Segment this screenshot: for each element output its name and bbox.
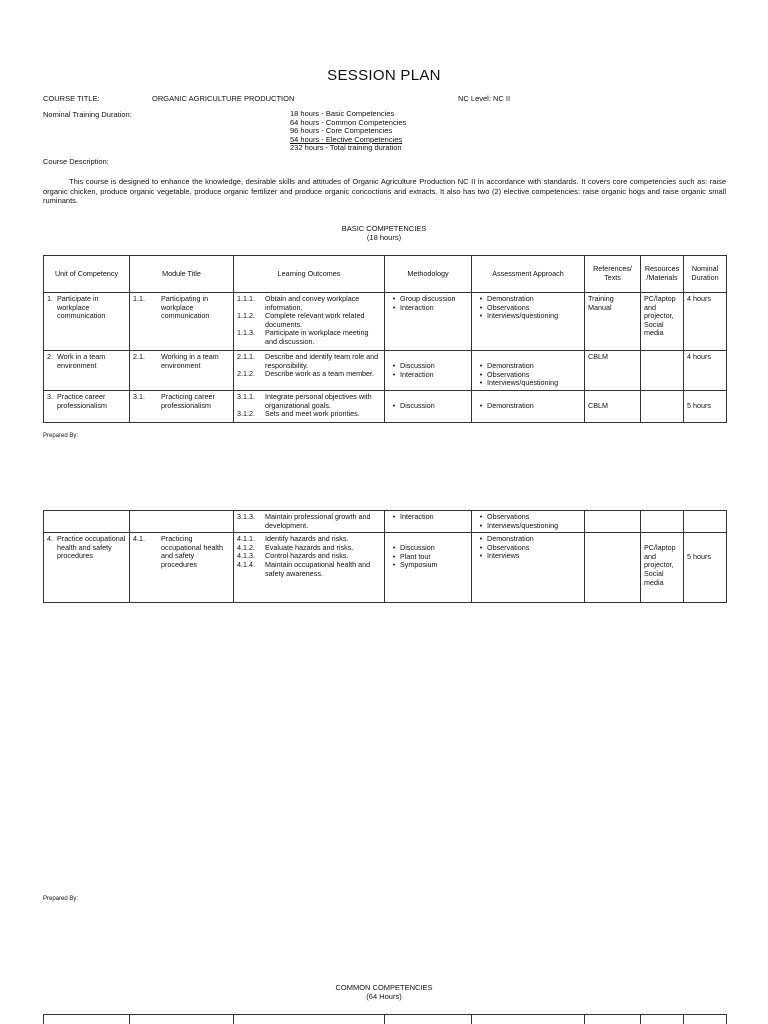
unit-cell <box>44 293 130 351</box>
hours-basic: 18 hours - Basic Competencies <box>290 109 395 118</box>
bullet-icon: • <box>479 369 483 379</box>
table-header-row <box>44 256 727 293</box>
table-cell <box>472 1015 585 1024</box>
basic-heading-hours: (18 hours) <box>366 233 402 242</box>
bullet-icon: • <box>479 520 483 530</box>
duration-cell <box>684 391 727 423</box>
outcome-number: 4.1.2. <box>237 542 255 552</box>
outcomes-cell <box>234 391 385 423</box>
duration-cell <box>684 533 727 603</box>
outcome-item <box>237 329 381 346</box>
outcome-text: Sets and meet work priorities. <box>265 409 360 419</box>
assessment-cell <box>472 391 585 423</box>
methodology-cell <box>385 391 472 423</box>
duration-text: 5 hours <box>687 401 711 410</box>
outcome-number: 2.1.1. <box>237 352 255 361</box>
outcome-number: 1.1.3. <box>237 328 255 338</box>
col-resources: Resources /Materials <box>641 256 684 293</box>
hours-core: 96 hours - Core Competencies <box>290 126 393 135</box>
outcome-text: Control hazards and risks. <box>265 551 349 561</box>
table-cell <box>585 1015 641 1024</box>
col-nominal-duration: Nominal Duration <box>684 256 727 293</box>
bullet-icon: • <box>479 551 483 561</box>
methodology-item: Group discussion <box>400 294 456 303</box>
methodology-item: Symposium <box>400 560 438 570</box>
outcome-number: 4.1.3. <box>237 551 255 561</box>
table-cell <box>385 1015 472 1024</box>
assessment-item: Demonstration <box>487 534 534 544</box>
references-cell: CBLM <box>585 351 641 391</box>
assessment-cell <box>472 351 585 391</box>
unit-text: Practice occupational health and safety procedures <box>57 534 126 561</box>
outcome-number: 3.1.2. <box>237 409 255 419</box>
methodology-item: Interaction <box>400 369 434 379</box>
outcomes-cell <box>234 511 385 533</box>
outcome-text: Identify hazards and risks. <box>265 534 349 544</box>
unit-cell <box>44 533 130 603</box>
bullet-icon: • <box>392 294 396 303</box>
module-number: 3.1. <box>133 392 145 401</box>
references-cell <box>585 391 641 423</box>
table-row <box>44 1015 727 1024</box>
basic-heading-title: BASIC COMPETENCIES <box>341 224 427 233</box>
bullet-icon: • <box>479 512 483 521</box>
methodology-cell <box>385 293 472 351</box>
module-number: 4.1. <box>133 534 145 544</box>
bullet-icon: • <box>479 311 483 321</box>
methodology-item: Plant tour <box>400 551 431 561</box>
course-title-value: ORGANIC AGRICULTURE PRODUCTION <box>152 94 295 103</box>
hours-breakdown <box>290 110 406 153</box>
module-cell <box>130 351 234 391</box>
resources-cell: PC/laptop and projector, Social media <box>641 293 684 351</box>
module-text: Working in a team environment <box>161 352 219 370</box>
references-cell: Training Manual <box>585 293 641 351</box>
unit-cell <box>44 351 130 391</box>
nc-level: NC Level: NC II <box>458 94 511 103</box>
module-number: 2.1. <box>133 352 145 361</box>
col-unit-of-competency: Unit of Competency <box>44 256 130 293</box>
bullet-icon: • <box>392 551 396 561</box>
methodology-item: Interaction <box>400 302 434 312</box>
bullet-icon: • <box>392 512 396 521</box>
outcome-number: 4.1.4. <box>237 559 255 569</box>
common-heading-title: COMMON COMPETENCIES <box>335 983 433 992</box>
table-row <box>44 511 727 533</box>
table-row <box>44 293 727 351</box>
module-cell <box>130 511 234 533</box>
assessment-item: Observations <box>487 369 530 379</box>
references-text: CBLM <box>588 401 608 410</box>
nominal-duration-label: Nominal Training Duration: <box>43 110 132 119</box>
bullet-icon: • <box>392 361 396 370</box>
bullet-icon: • <box>392 543 396 553</box>
outcomes-cell <box>234 351 385 391</box>
course-title-label: COURSE TITLE: <box>43 94 100 103</box>
col-methodology: Methodology <box>385 256 472 293</box>
bullet-icon: • <box>392 401 396 410</box>
outcome-item <box>237 561 381 578</box>
common-competencies-table <box>43 1014 727 1024</box>
bullet-icon: • <box>479 294 483 303</box>
outcome-number: 3.1.3. <box>237 512 255 521</box>
course-description-label: Course Description: <box>43 157 109 166</box>
unit-number: 2. <box>47 352 53 361</box>
basic-competencies-table <box>43 255 727 423</box>
col-assessment-approach: Assessment Approach <box>472 256 585 293</box>
assessment-item: Interviews <box>487 551 520 561</box>
bullet-icon: • <box>479 361 483 370</box>
module-text: Practicing career professionalism <box>161 392 215 410</box>
bullet-icon: • <box>479 542 483 552</box>
basic-competencies-table-continued <box>43 510 727 603</box>
assessment-item: Interviews/questioning <box>487 378 559 388</box>
unit-text: Work in a team environment <box>57 352 106 370</box>
assessment-item: Observations <box>487 302 530 312</box>
outcomes-cell <box>234 533 385 603</box>
outcome-text: Integrate personal objectives with organizational goals. <box>265 392 372 410</box>
outcome-item <box>237 410 381 419</box>
assessment-cell <box>472 293 585 351</box>
outcome-number: 4.1.1. <box>237 534 255 544</box>
col-learning-outcomes: Learning Outcomes <box>234 256 385 293</box>
assessment-item: Interviews/questioning <box>487 520 559 530</box>
table-row <box>44 533 727 603</box>
resources-cell <box>641 533 684 603</box>
bullet-icon: • <box>479 378 483 388</box>
outcome-item <box>237 353 381 370</box>
outcome-item <box>237 370 381 379</box>
table-row <box>44 391 727 423</box>
course-description: This course is designed to enhance the knowledge, desirable skills and attitudes of Organic Agriculture Production NC II in accordance with standards. It covers core competencies such as: raise organic chicken, produce organic vegetable, produce organic fertilizer and produce organic concoctions and extracts. It also has two (2) elective competencies: raise organic hogs and raise organic small ruminants. <box>43 177 726 205</box>
assessment-item: Interviews/questioning <box>487 311 559 321</box>
common-heading-hours: (64 Hours) <box>366 992 402 1001</box>
bullet-icon: • <box>392 369 396 379</box>
unit-number: 1. <box>47 294 53 303</box>
assessment-item: Demonstration <box>487 294 534 303</box>
basic-competencies-heading <box>0 224 768 242</box>
outcome-item <box>237 295 381 312</box>
duration-cell <box>684 511 727 533</box>
resources-cell <box>641 351 684 391</box>
outcome-number: 1.1.1. <box>237 294 255 303</box>
page-title: SESSION PLAN <box>327 67 441 84</box>
table-cell <box>130 1015 234 1024</box>
outcome-number: 3.1.1. <box>237 392 255 401</box>
prepared-by-label: Prepared By: <box>43 896 79 902</box>
methodology-item: Discussion <box>400 401 435 410</box>
table-cell <box>44 1015 130 1024</box>
module-number: 1.1. <box>133 294 145 303</box>
outcome-text: Describe work as a team member. <box>265 369 375 379</box>
bullet-icon: • <box>392 302 396 312</box>
methodology-cell <box>385 351 472 391</box>
unit-cell <box>44 511 130 533</box>
prepared-by-label: Prepared By: <box>43 433 79 439</box>
module-text: Participating in workplace communication <box>161 294 210 321</box>
unit-number: 3. <box>47 392 53 401</box>
common-competencies-heading <box>0 983 768 1001</box>
unit-text: Participate in workplace communication <box>57 294 106 321</box>
outcome-text: Obtain and convey workplace information. <box>265 294 360 312</box>
module-cell <box>130 293 234 351</box>
outcomes-cell <box>234 293 385 351</box>
col-references: References/ Texts <box>585 256 641 293</box>
bullet-icon: • <box>479 401 483 410</box>
unit-text: Practice career professionalism <box>57 392 107 410</box>
duration-cell: 4 hours <box>684 351 727 391</box>
duration-cell: 4 hours <box>684 293 727 351</box>
outcome-text: Participate in workplace meeting and discussion. <box>265 328 369 346</box>
outcome-number: 1.1.2. <box>237 311 255 321</box>
outcome-text: Evaluate hazards and risks. <box>265 542 354 552</box>
module-text: Practicing occupational health and safety procedures <box>161 534 223 569</box>
resources-text: PC/laptop and projector, Social media <box>644 543 676 587</box>
references-cell <box>585 533 641 603</box>
bullet-icon: • <box>392 560 396 570</box>
outcome-text: Maintain professional growth and development. <box>265 512 371 530</box>
outcome-number: 2.1.2. <box>237 369 255 379</box>
outcome-text: Maintain occupational health and safety awareness. <box>265 559 371 578</box>
table-row <box>44 351 727 391</box>
resources-cell <box>641 391 684 423</box>
assessment-item: Observations <box>487 542 530 552</box>
assessment-cell <box>472 533 585 603</box>
bullet-icon: • <box>479 534 483 544</box>
assessment-item: Demonstration <box>487 401 534 410</box>
module-cell <box>130 533 234 603</box>
methodology-item: Interaction <box>400 512 434 521</box>
table-cell <box>641 1015 684 1024</box>
module-cell <box>130 391 234 423</box>
assessment-item: Demonstration <box>487 361 534 370</box>
bullet-icon: • <box>479 302 483 312</box>
references-cell <box>585 511 641 533</box>
hours-elective: 54 hours - Elective Competencies <box>290 134 403 144</box>
col-module-title: Module Title <box>130 256 234 293</box>
duration-text: 5 hours <box>687 552 711 562</box>
table-cell <box>684 1015 727 1024</box>
table-cell <box>234 1015 385 1024</box>
methodology-cell <box>385 533 472 603</box>
assessment-cell <box>472 511 585 533</box>
assessment-item: Observations <box>487 512 530 521</box>
methodology-item: Discussion <box>400 543 435 553</box>
hours-total: 232 hours - Total training duration <box>290 143 402 152</box>
hours-common: 64 hours - Common Competencies <box>290 117 407 127</box>
unit-cell <box>44 391 130 423</box>
outcome-item <box>237 312 381 329</box>
unit-number: 4. <box>47 534 53 544</box>
methodology-item: Discussion <box>400 361 435 370</box>
resources-cell <box>641 511 684 533</box>
methodology-cell <box>385 511 472 533</box>
outcome-item <box>237 513 381 530</box>
outcome-item <box>237 393 381 410</box>
outcome-text: Describe and identify team role and responsibility. <box>265 352 379 370</box>
outcome-text: Complete relevant work related documents. <box>265 311 365 329</box>
